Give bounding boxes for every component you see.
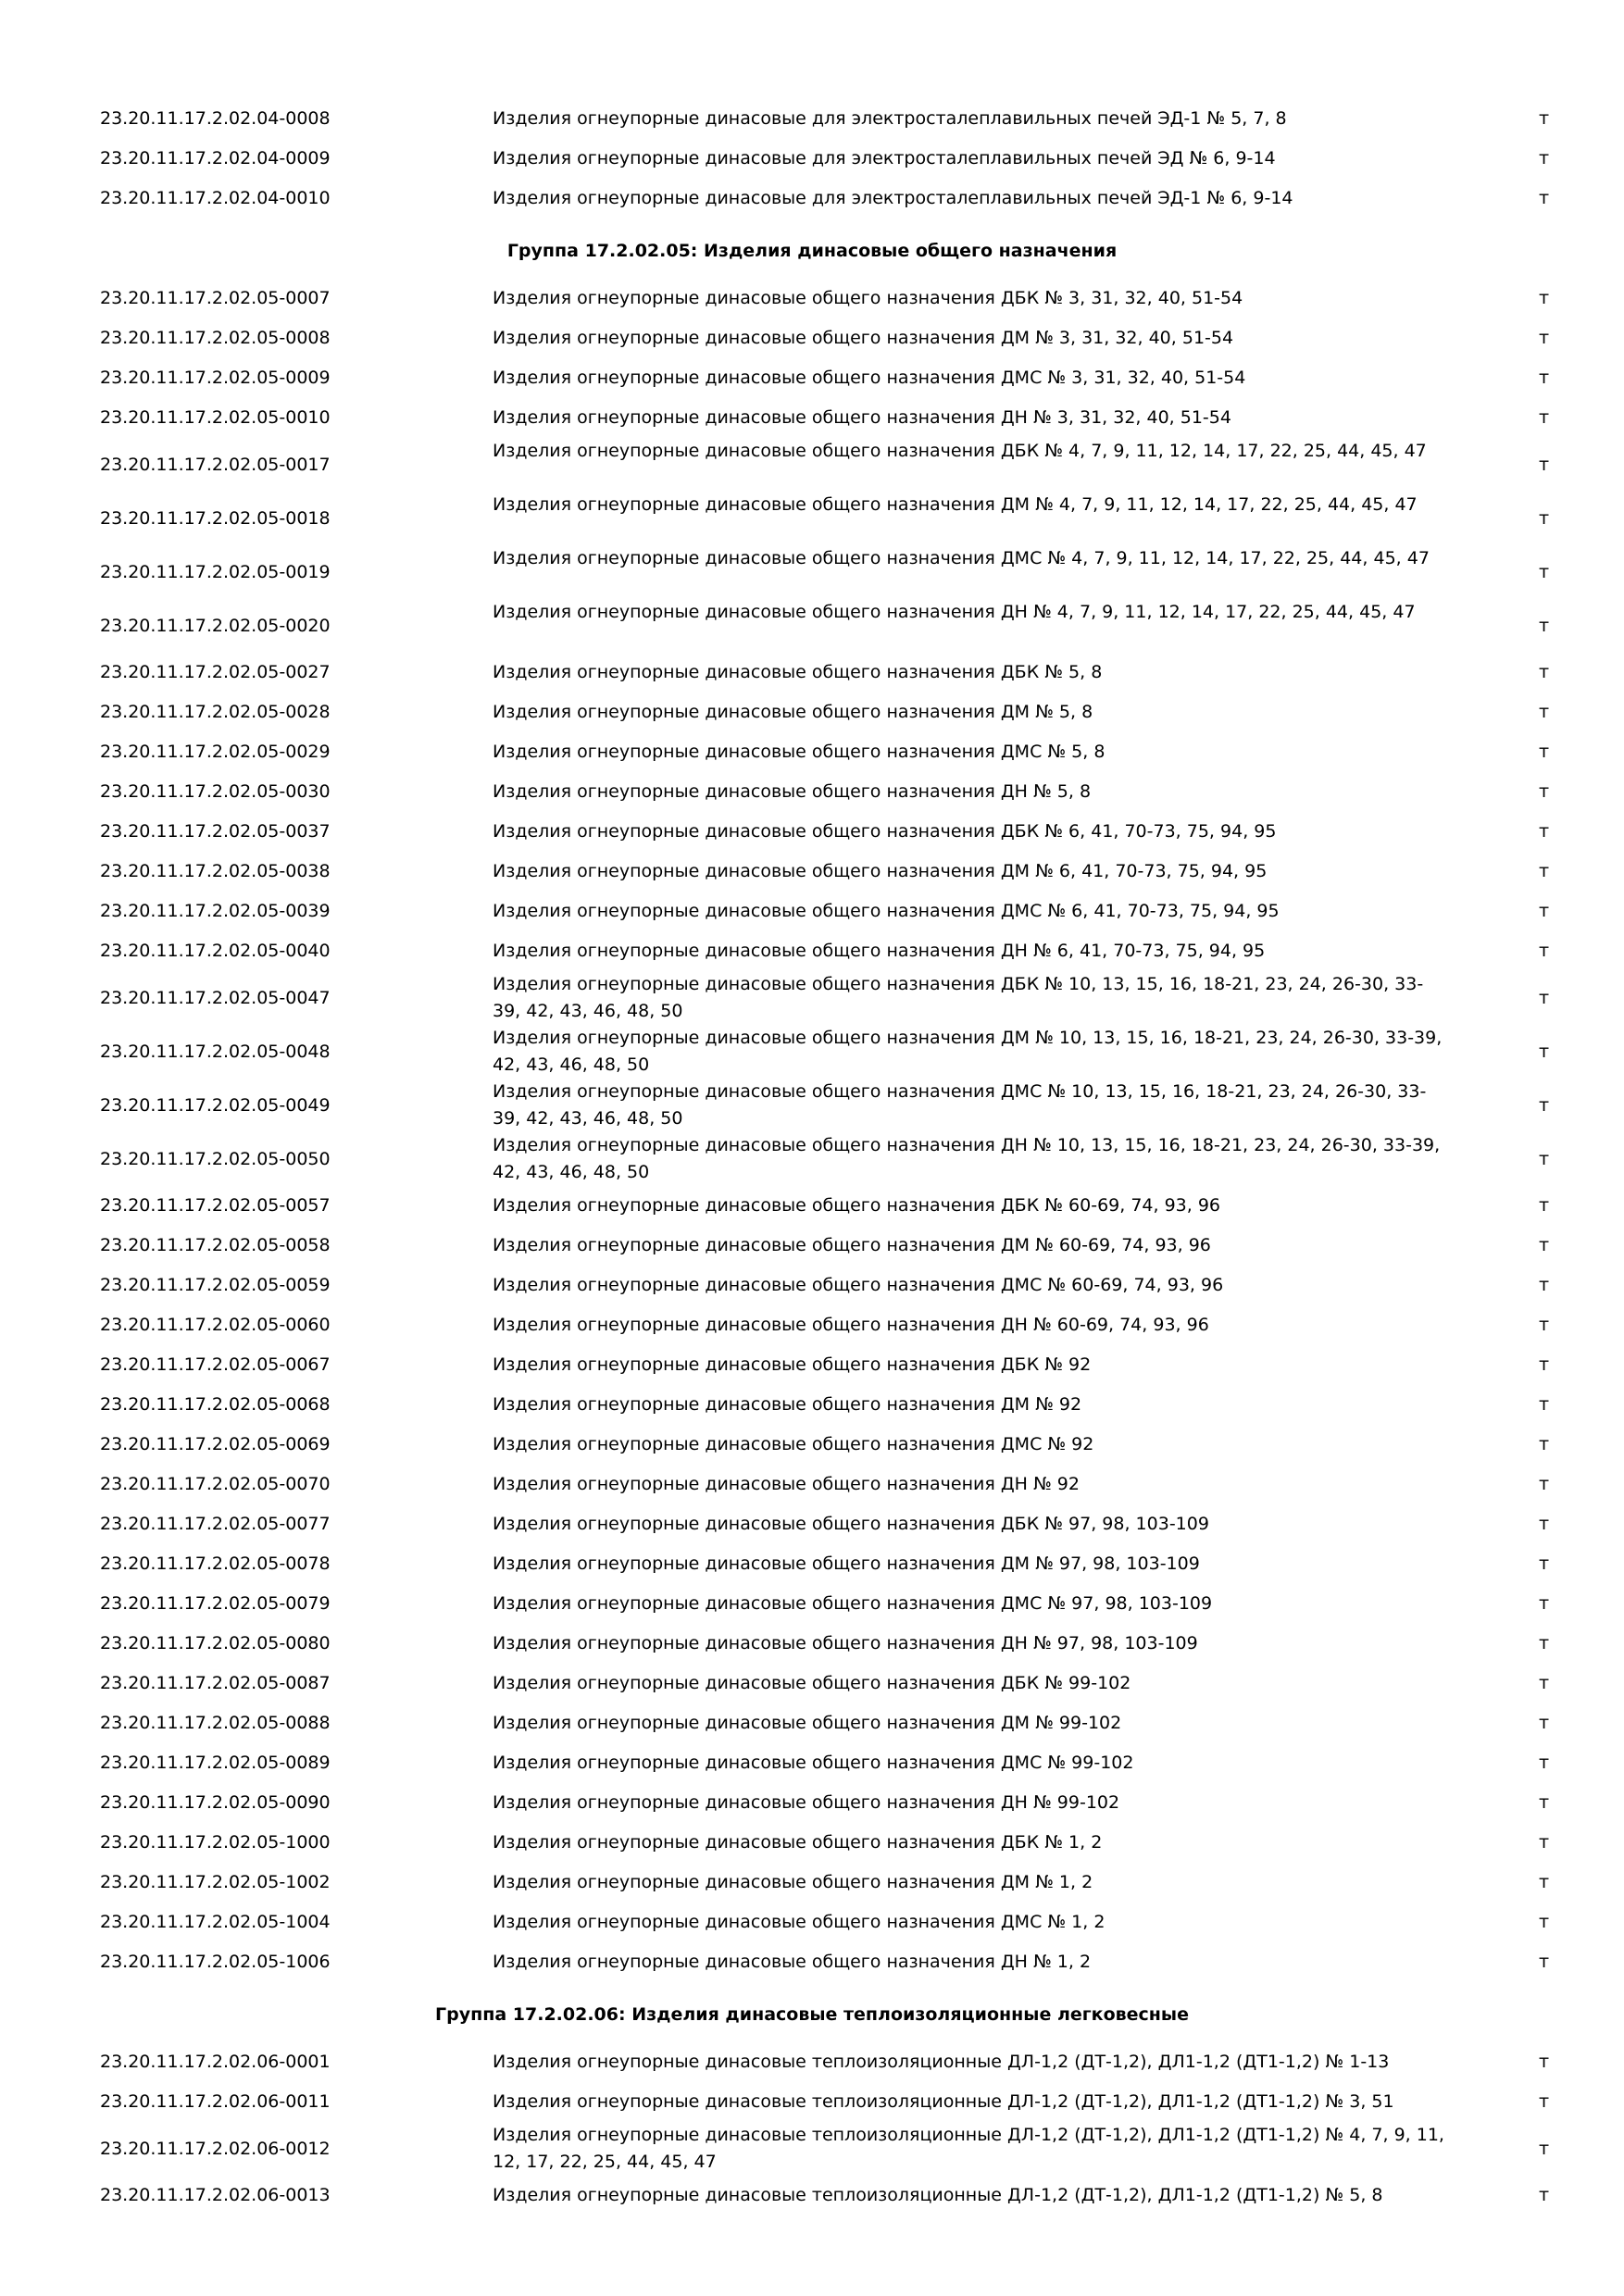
resource-code: 23.20.11.17.2.02.05-0048: [100, 1042, 331, 1062]
resource-name: Изделия огнеупорные динасовые общего назначения ДН № 92: [493, 1474, 1080, 1494]
resource-code: 23.20.11.17.2.02.06-0012: [100, 2139, 331, 2159]
resource-code: 23.20.11.17.2.02.05-0089: [100, 1753, 331, 1773]
unit-of-measure: т: [1539, 2139, 1550, 2159]
resource-code: 23.20.11.17.2.02.05-0069: [100, 1434, 331, 1454]
resource-name: Изделия огнеупорные динасовые общего назначения ДМС № 6, 41, 70-73, 75, 94, 95: [493, 901, 1280, 921]
resource-code: 23.20.11.17.2.02.05-1006: [100, 1952, 331, 1972]
resource-code: 23.20.11.17.2.02.05-0060: [100, 1315, 331, 1335]
resource-name: Изделия огнеупорные динасовые общего назначения ДН № 3, 31, 32, 40, 51-54: [493, 407, 1231, 428]
unit-of-measure: т: [1539, 288, 1550, 308]
resource-code: 23.20.11.17.2.02.05-0007: [100, 288, 331, 308]
unit-of-measure: т: [1539, 328, 1550, 348]
resource-name: Изделия огнеупорные динасовые общего назначения ДБК № 1, 2: [493, 1832, 1103, 1853]
resource-code: 23.20.11.17.2.02.05-0078: [100, 1554, 331, 1574]
resource-name: Изделия огнеупорные динасовые общего назначения ДМ № 6, 41, 70-73, 75, 94, 95: [493, 861, 1268, 881]
resource-name: Изделия огнеупорные динасовые общего назначения ДБК № 3, 31, 32, 40, 51-54: [493, 288, 1243, 308]
unit-of-measure: т: [1539, 861, 1550, 881]
unit-of-measure: т: [1539, 742, 1550, 762]
resource-name: Изделия огнеупорные динасовые общего назначения ДН № 1, 2: [493, 1952, 1092, 1972]
resource-name: Изделия огнеупорные динасовые общего назначения ДБК № 5, 8: [493, 662, 1103, 682]
resource-code: 23.20.11.17.2.02.05-0088: [100, 1713, 331, 1733]
resource-code: 23.20.11.17.2.02.05-0079: [100, 1593, 331, 1614]
resource-name: Изделия огнеупорные динасовые общего назначения ДН № 60-69, 74, 93, 96: [493, 1315, 1209, 1335]
unit-of-measure: т: [1539, 781, 1550, 802]
unit-of-measure: т: [1539, 1832, 1550, 1853]
resource-name: Изделия огнеупорные динасовые общего назначения ДМС № 99-102: [493, 1753, 1134, 1773]
unit-of-measure: т: [1539, 1235, 1550, 1255]
resource-name: Изделия огнеупорные динасовые общего назначения ДМ № 10, 13, 15, 16, 18-21, 23, 24, 26-30, 33-39, 42, 43, 46, 48, 50: [493, 1028, 1443, 1075]
unit-of-measure: т: [1539, 1434, 1550, 1454]
unit-of-measure: т: [1539, 1095, 1550, 1116]
resource-name: Изделия огнеупорные динасовые общего назначения ДБК № 60-69, 74, 93, 96: [493, 1195, 1221, 1216]
unit-of-measure: т: [1539, 821, 1550, 842]
unit-of-measure: т: [1539, 1792, 1550, 1813]
resource-code: 23.20.11.17.2.02.05-0050: [100, 1149, 331, 1169]
resource-code: 23.20.11.17.2.02.06-0011: [100, 2091, 331, 2112]
resource-code: 23.20.11.17.2.02.05-0090: [100, 1792, 331, 1813]
unit-of-measure: т: [1539, 1713, 1550, 1733]
unit-of-measure: т: [1539, 2052, 1550, 2072]
resource-code: 23.20.11.17.2.02.05-0027: [100, 662, 331, 682]
unit-of-measure: т: [1539, 1149, 1550, 1169]
unit-of-measure: т: [1539, 1394, 1550, 1415]
unit-of-measure: т: [1539, 901, 1550, 921]
unit-of-measure: т: [1539, 2185, 1550, 2205]
resource-code: 23.20.11.17.2.02.04-0008: [100, 108, 331, 129]
unit-of-measure: т: [1539, 1912, 1550, 1932]
resource-code: 23.20.11.17.2.02.05-0077: [100, 1514, 331, 1534]
resource-name: Изделия огнеупорные динасовые общего назначения ДН № 99-102: [493, 1792, 1120, 1813]
resource-code: 23.20.11.17.2.02.04-0010: [100, 188, 331, 208]
unit-of-measure: т: [1539, 1593, 1550, 1614]
unit-of-measure: т: [1539, 1554, 1550, 1574]
resource-name: Изделия огнеупорные динасовые теплоизоляционные ДЛ-1,2 (ДТ-1,2), ДЛ1-1,2 (ДТ1-1,2) № 3, 51: [493, 2091, 1394, 2112]
resource-name: Изделия огнеупорные динасовые общего назначения ДБК № 92: [493, 1354, 1092, 1375]
resource-name: Изделия огнеупорные динасовые общего назначения ДМ № 4, 7, 9, 11, 12, 14, 17, 22, 25, 44, 45, 47: [493, 494, 1418, 515]
resource-code: 23.20.11.17.2.02.05-0067: [100, 1354, 331, 1375]
resource-code: 23.20.11.17.2.02.05-0068: [100, 1394, 331, 1415]
unit-of-measure: т: [1539, 941, 1550, 961]
unit-of-measure: т: [1539, 1952, 1550, 1972]
resource-code: 23.20.11.17.2.02.05-0080: [100, 1633, 331, 1653]
resource-code: 23.20.11.17.2.02.05-1000: [100, 1832, 331, 1853]
resource-name: Изделия огнеупорные динасовые общего назначения ДН № 6, 41, 70-73, 75, 94, 95: [493, 941, 1266, 961]
resource-code: 23.20.11.17.2.02.05-0018: [100, 508, 331, 529]
resource-name: Изделия огнеупорные динасовые общего назначения ДМ № 92: [493, 1394, 1082, 1415]
resource-name: Изделия огнеупорные динасовые для электросталеплавильных печей ЭД № 6, 9-14: [493, 148, 1276, 168]
unit-of-measure: т: [1539, 616, 1550, 636]
resource-name: Изделия огнеупорные динасовые для электросталеплавильных печей ЭД-1 № 5, 7, 8: [493, 108, 1287, 129]
unit-of-measure: т: [1539, 1354, 1550, 1375]
resource-code: 23.20.11.17.2.02.05-0039: [100, 901, 331, 921]
resource-name: Изделия огнеупорные динасовые для электросталеплавильных печей ЭД-1 № 6, 9-14: [493, 188, 1293, 208]
unit-of-measure: т: [1539, 1673, 1550, 1693]
resource-name: Изделия огнеупорные динасовые общего назначения ДН № 5, 8: [493, 781, 1092, 802]
resource-name: Изделия огнеупорные динасовые общего назначения ДМ № 60-69, 74, 93, 96: [493, 1235, 1211, 1255]
unit-of-measure: т: [1539, 1275, 1550, 1295]
resource-code: 23.20.11.17.2.02.05-0047: [100, 988, 331, 1008]
unit-of-measure: т: [1539, 368, 1550, 388]
resource-code: 23.20.11.17.2.02.05-0038: [100, 861, 331, 881]
resource-name: Изделия огнеупорные динасовые общего назначения ДМС № 97, 98, 103-109: [493, 1593, 1213, 1614]
unit-of-measure: т: [1539, 148, 1550, 168]
resource-code: 23.20.11.17.2.02.06-0001: [100, 2052, 331, 2072]
resource-code: 23.20.11.17.2.02.05-0009: [100, 368, 331, 388]
resource-name: Изделия огнеупорные динасовые общего назначения ДМС № 5, 8: [493, 742, 1106, 762]
resource-code: 23.20.11.17.2.02.05-0010: [100, 407, 331, 428]
unit-of-measure: т: [1539, 1315, 1550, 1335]
resource-name: Изделия огнеупорные динасовые теплоизоляционные ДЛ-1,2 (ДТ-1,2), ДЛ1-1,2 (ДТ1-1,2) № 1-13: [493, 2052, 1390, 2072]
resource-name: Изделия огнеупорные динасовые общего назначения ДН № 97, 98, 103-109: [493, 1633, 1198, 1653]
unit-of-measure: т: [1539, 662, 1550, 682]
resource-code: 23.20.11.17.2.02.05-0040: [100, 941, 331, 961]
resource-name: Изделия огнеупорные динасовые общего назначения ДМС № 92: [493, 1434, 1094, 1454]
unit-of-measure: т: [1539, 988, 1550, 1008]
resource-name: Изделия огнеупорные динасовые общего назначения ДМ № 97, 98, 103-109: [493, 1554, 1200, 1574]
resource-name: Изделия огнеупорные динасовые теплоизоляционные ДЛ-1,2 (ДТ-1,2), ДЛ1-1,2 (ДТ1-1,2) № 5, 8: [493, 2185, 1383, 2205]
unit-of-measure: т: [1539, 1872, 1550, 1892]
resource-name: Изделия огнеупорные динасовые общего назначения ДБК № 4, 7, 9, 11, 12, 14, 17, 22, 25, 44, 45, 47: [493, 441, 1427, 461]
resource-name: Изделия огнеупорные динасовые общего назначения ДМС № 3, 31, 32, 40, 51-54: [493, 368, 1246, 388]
unit-of-measure: т: [1539, 1633, 1550, 1653]
resource-name: Изделия огнеупорные динасовые общего назначения ДМ № 1, 2: [493, 1872, 1093, 1892]
resource-name: Изделия огнеупорные динасовые общего назначения ДМС № 1, 2: [493, 1912, 1106, 1932]
resource-code: 23.20.11.17.2.02.05-0087: [100, 1673, 331, 1693]
unit-of-measure: т: [1539, 562, 1550, 582]
resource-name: Изделия огнеупорные динасовые общего назначения ДМ № 3, 31, 32, 40, 51-54: [493, 328, 1234, 348]
resource-name: Изделия огнеупорные динасовые общего назначения ДМС № 10, 13, 15, 16, 18-21, 23, 24, 26-30, 33-39, 42, 43, 46, 48, 50: [493, 1081, 1427, 1129]
resource-name: Изделия огнеупорные динасовые общего назначения ДБК № 99-102: [493, 1673, 1131, 1693]
resource-code: 23.20.11.17.2.02.05-1002: [100, 1872, 331, 1892]
unit-of-measure: т: [1539, 188, 1550, 208]
unit-of-measure: т: [1539, 1195, 1550, 1216]
unit-of-measure: т: [1539, 108, 1550, 129]
resource-code: 23.20.11.17.2.02.05-0037: [100, 821, 331, 842]
resource-code: 23.20.11.17.2.02.05-0028: [100, 702, 331, 722]
unit-of-measure: т: [1539, 1474, 1550, 1494]
resource-code: 23.20.11.17.2.02.05-0019: [100, 562, 331, 582]
resource-name: Изделия огнеупорные динасовые общего назначения ДН № 10, 13, 15, 16, 18-21, 23, 24, 26-30, 33-39, 42, 43, 46, 48, 50: [493, 1135, 1441, 1182]
resource-code: 23.20.11.17.2.02.04-0009: [100, 148, 331, 168]
resource-code: 23.20.11.17.2.02.05-0008: [100, 328, 331, 348]
resource-code: 23.20.11.17.2.02.05-0030: [100, 781, 331, 802]
resource-code: 23.20.11.17.2.02.05-0049: [100, 1095, 331, 1116]
unit-of-measure: т: [1539, 702, 1550, 722]
group-heading: Группа 17.2.02.05: Изделия динасовые общего назначения: [506, 241, 1118, 261]
resource-code: 23.20.11.17.2.02.05-0020: [100, 616, 331, 636]
group-heading: Группа 17.2.02.06: Изделия динасовые теплоизоляционные легковесные: [435, 2004, 1189, 2025]
resource-name: Изделия огнеупорные динасовые общего назначения ДМС № 60-69, 74, 93, 96: [493, 1275, 1224, 1295]
resource-code: 23.20.11.17.2.02.05-0059: [100, 1275, 331, 1295]
unit-of-measure: т: [1539, 1042, 1550, 1062]
resource-name: Изделия огнеупорные динасовые общего назначения ДБК № 6, 41, 70-73, 75, 94, 95: [493, 821, 1277, 842]
unit-of-measure: т: [1539, 1514, 1550, 1534]
resource-code: 23.20.11.17.2.02.05-0017: [100, 455, 331, 475]
resource-name: Изделия огнеупорные динасовые общего назначения ДМС № 4, 7, 9, 11, 12, 14, 17, 22, 25, 44, 45, 47: [493, 548, 1430, 568]
resource-name: Изделия огнеупорные динасовые общего назначения ДН № 4, 7, 9, 11, 12, 14, 17, 22, 25, 44, 45, 47: [493, 602, 1416, 622]
resource-code: 23.20.11.17.2.02.05-1004: [100, 1912, 331, 1932]
unit-of-measure: т: [1539, 2091, 1550, 2112]
resource-code: 23.20.11.17.2.02.05-0029: [100, 742, 331, 762]
resource-name: Изделия огнеупорные динасовые общего назначения ДМ № 99-102: [493, 1713, 1122, 1733]
resource-code: 23.20.11.17.2.02.05-0070: [100, 1474, 331, 1494]
resource-code: 23.20.11.17.2.02.06-0013: [100, 2185, 331, 2205]
resource-name: Изделия огнеупорные динасовые общего назначения ДБК № 97, 98, 103-109: [493, 1514, 1209, 1534]
resource-code: 23.20.11.17.2.02.05-0057: [100, 1195, 331, 1216]
unit-of-measure: т: [1539, 455, 1550, 475]
unit-of-measure: т: [1539, 1753, 1550, 1773]
unit-of-measure: т: [1539, 508, 1550, 529]
resource-name: Изделия огнеупорные динасовые общего назначения ДБК № 10, 13, 15, 16, 18-21, 23, 24, 26-30, 33-39, 42, 43, 46, 48, 50: [493, 974, 1424, 1021]
resource-name: Изделия огнеупорные динасовые теплоизоляционные ДЛ-1,2 (ДТ-1,2), ДЛ1-1,2 (ДТ1-1,2) № 4, 7, 9, 11, 12, 17, 22, 25, 44, 45, 47: [493, 2125, 1444, 2172]
resource-code: 23.20.11.17.2.02.05-0058: [100, 1235, 331, 1255]
resource-name: Изделия огнеупорные динасовые общего назначения ДМ № 5, 8: [493, 702, 1093, 722]
unit-of-measure: т: [1539, 407, 1550, 428]
